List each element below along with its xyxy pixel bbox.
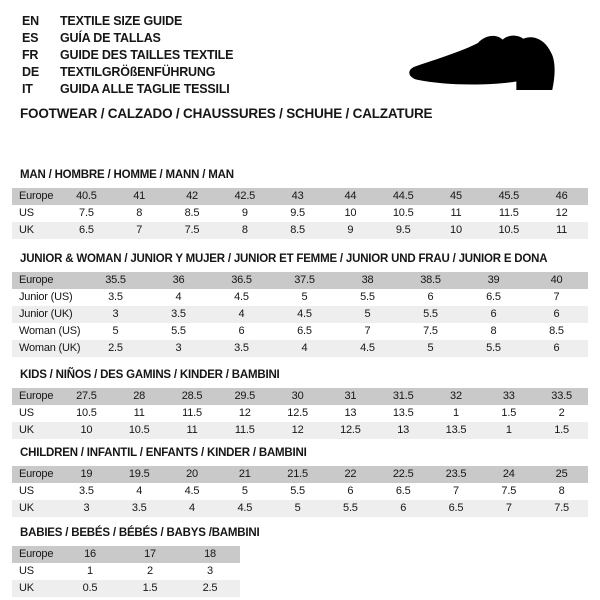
lang-label: GUÍA DE TALLAS bbox=[60, 30, 161, 45]
size-cell: 7 bbox=[364, 325, 371, 337]
size-cell: 4.5 bbox=[184, 485, 200, 497]
size-cell: 10 bbox=[80, 424, 93, 436]
row-label: Europe bbox=[19, 274, 54, 286]
size-cell: 2 bbox=[558, 407, 565, 419]
size-cell: 6.5 bbox=[486, 291, 501, 303]
lang-label: GUIDA ALLE TAGLIE TESSILI bbox=[60, 81, 230, 96]
table-row bbox=[12, 222, 588, 239]
row-label: US bbox=[19, 407, 34, 419]
size-cell: 5.5 bbox=[290, 485, 305, 497]
row-label: UK bbox=[19, 502, 34, 514]
size-cell: 22 bbox=[344, 468, 357, 480]
size-cell: 13 bbox=[397, 424, 410, 436]
size-cell: 7 bbox=[136, 224, 143, 236]
table-row bbox=[12, 580, 240, 597]
size-cell: 11 bbox=[556, 224, 568, 236]
lang-code: IT bbox=[22, 81, 33, 96]
size-cell: 42 bbox=[186, 190, 198, 202]
size-cell: 1.5 bbox=[501, 407, 517, 419]
size-cell: 11.5 bbox=[498, 207, 519, 219]
size-cell: 5.5 bbox=[360, 291, 375, 303]
size-cell: 5.5 bbox=[423, 308, 438, 320]
size-cell: 38 bbox=[361, 274, 374, 286]
size-cell: 3 bbox=[112, 308, 119, 320]
row-label: Junior (UK) bbox=[19, 308, 73, 320]
size-cell: 12 bbox=[238, 407, 251, 419]
size-cell: 4.5 bbox=[237, 502, 253, 514]
size-cell: 5.5 bbox=[486, 342, 501, 354]
size-cell: 1 bbox=[87, 565, 93, 577]
table-title-kids: KIDS / NIÑOS / DES GAMINS / KINDER / BAMBINI bbox=[20, 369, 280, 381]
size-cell: 12.5 bbox=[340, 424, 361, 436]
size-cell: 10.5 bbox=[76, 407, 97, 419]
table-row bbox=[12, 323, 588, 340]
size-cell: 39 bbox=[487, 274, 500, 286]
size-cell: 6.5 bbox=[395, 485, 411, 497]
section-man bbox=[12, 168, 588, 239]
size-cell: 8.5 bbox=[549, 325, 564, 337]
lang-row-en bbox=[22, 12, 233, 29]
table-title-junior-woman: JUNIOR & WOMAN / JUNIOR Y MUJER / JUNIOR ET FEMME / JUNIOR UND FRAU / JUNIOR E DONA bbox=[20, 253, 548, 265]
table-row bbox=[12, 188, 588, 205]
size-cell: 6 bbox=[490, 308, 497, 320]
size-cell: 6.5 bbox=[448, 502, 464, 514]
size-cell: 19 bbox=[80, 468, 93, 480]
row-label: Woman (UK) bbox=[19, 342, 81, 354]
size-cell: 7.5 bbox=[423, 325, 438, 337]
table-row bbox=[12, 289, 588, 306]
table-row bbox=[12, 422, 588, 439]
size-cell: 28.5 bbox=[181, 390, 203, 402]
size-cell: 38.5 bbox=[420, 274, 441, 286]
category-title: FOOTWEAR / CALZADO / CHAUSSURES / SCHUHE / CALZATURE bbox=[20, 106, 433, 121]
size-cell: 6 bbox=[427, 291, 434, 303]
size-cell: 5 bbox=[301, 291, 308, 303]
size-cell: 28 bbox=[133, 390, 146, 402]
lang-label: TEXTILGRÖßENFÜHRUNG bbox=[60, 64, 216, 79]
size-cell: 44.5 bbox=[392, 190, 414, 202]
size-cell: 10 bbox=[450, 224, 462, 236]
size-cell: 8.5 bbox=[290, 224, 305, 236]
size-cell: 35.5 bbox=[105, 274, 126, 286]
table-row bbox=[12, 340, 588, 357]
table-title-babies: BABIES / BEBÉS / BÉBÉS / BABYS /BAMBINI bbox=[20, 527, 260, 539]
dress-shoe-icon bbox=[386, 14, 592, 108]
size-cell: 3 bbox=[83, 502, 90, 514]
lang-row-it bbox=[22, 80, 233, 97]
section-junior-woman bbox=[12, 252, 588, 357]
size-cell: 11.5 bbox=[182, 407, 202, 419]
size-cell: 9 bbox=[347, 224, 354, 236]
size-table-man bbox=[12, 188, 588, 239]
size-cell: 10.5 bbox=[498, 224, 520, 236]
row-label: Europe bbox=[19, 390, 54, 402]
size-cell: 36 bbox=[172, 274, 185, 286]
size-cell: 13 bbox=[344, 407, 357, 419]
size-cell: 12 bbox=[555, 207, 568, 219]
size-cell: 6 bbox=[400, 502, 407, 514]
size-cell: 3.5 bbox=[79, 485, 94, 497]
size-cell: 9.5 bbox=[290, 207, 305, 219]
size-cell: 7.5 bbox=[554, 502, 569, 514]
size-table-babies bbox=[12, 546, 240, 597]
size-cell: 5 bbox=[112, 325, 119, 337]
size-cell: 1 bbox=[453, 407, 459, 419]
size-cell: 1.5 bbox=[142, 582, 158, 594]
size-cell: 5.5 bbox=[343, 502, 358, 514]
size-cell: 19.5 bbox=[128, 468, 150, 480]
size-cell: 10.5 bbox=[128, 424, 150, 436]
size-cell: 31 bbox=[344, 390, 357, 402]
size-cell: 24 bbox=[502, 468, 515, 480]
size-cell: 0.5 bbox=[82, 582, 98, 594]
size-cell: 21.5 bbox=[287, 468, 308, 480]
size-cell: 37.5 bbox=[294, 274, 315, 286]
size-cell: 3.5 bbox=[131, 502, 147, 514]
table-row bbox=[12, 466, 588, 483]
size-cell: 18 bbox=[204, 548, 216, 560]
lang-code: ES bbox=[22, 30, 39, 45]
size-cell: 44 bbox=[344, 190, 357, 202]
size-cell: 32 bbox=[450, 390, 462, 402]
size-cell: 2 bbox=[147, 565, 153, 577]
size-cell: 5 bbox=[364, 308, 371, 320]
size-cell: 5 bbox=[294, 502, 301, 514]
row-label: Europe bbox=[19, 190, 54, 202]
size-cell: 33.5 bbox=[551, 390, 572, 402]
size-table-junior-woman bbox=[12, 272, 588, 357]
size-cell: 5.5 bbox=[171, 325, 186, 337]
lang-label: GUIDE DES TAILLES TEXTILE bbox=[60, 47, 234, 62]
size-cell: 40 bbox=[550, 274, 563, 286]
size-cell: 3.5 bbox=[108, 291, 123, 303]
size-cell: 4 bbox=[175, 291, 182, 303]
section-kids bbox=[12, 368, 588, 439]
size-cell: 4 bbox=[238, 308, 245, 320]
size-cell: 42.5 bbox=[234, 190, 256, 202]
size-cell: 17 bbox=[144, 548, 156, 560]
size-cell: 10 bbox=[344, 207, 357, 219]
section-babies bbox=[12, 526, 588, 597]
size-cell: 33 bbox=[502, 390, 515, 402]
lang-row-es bbox=[22, 29, 233, 46]
size-cell: 7.5 bbox=[501, 485, 517, 497]
size-cell: 21 bbox=[238, 468, 251, 480]
size-cell: 45 bbox=[450, 190, 462, 202]
table-row bbox=[12, 483, 588, 500]
size-cell: 25 bbox=[555, 468, 568, 480]
size-cell: 43 bbox=[291, 190, 304, 202]
lang-code: EN bbox=[22, 13, 39, 28]
language-header bbox=[22, 12, 233, 97]
size-cell: 6 bbox=[553, 308, 560, 320]
size-cell: 5 bbox=[427, 342, 434, 354]
size-cell: 4.5 bbox=[360, 342, 375, 354]
size-cell: 11.5 bbox=[234, 424, 255, 436]
size-cell: 11 bbox=[186, 424, 198, 436]
row-label: US bbox=[19, 485, 34, 497]
size-cell: 8 bbox=[490, 325, 497, 337]
size-cell: 4 bbox=[189, 502, 195, 514]
size-cell: 8 bbox=[136, 207, 143, 219]
section-children bbox=[12, 446, 588, 517]
lang-row-de bbox=[22, 63, 233, 80]
lang-code: DE bbox=[22, 64, 39, 79]
size-cell: 9.5 bbox=[395, 224, 411, 236]
size-cell: 7 bbox=[505, 502, 512, 514]
lang-code: FR bbox=[22, 47, 39, 62]
row-label: UK bbox=[19, 582, 34, 594]
size-cell: 31.5 bbox=[392, 390, 414, 402]
size-cell: 3.5 bbox=[171, 308, 186, 320]
size-cell: 7 bbox=[553, 291, 560, 303]
row-label: Europe bbox=[19, 548, 54, 560]
size-cell: 7.5 bbox=[184, 224, 200, 236]
size-cell: 6 bbox=[347, 485, 354, 497]
table-row bbox=[12, 500, 588, 517]
table-row bbox=[12, 272, 588, 289]
size-cell: 12 bbox=[291, 424, 304, 436]
table-row bbox=[12, 205, 588, 222]
size-cell: 27.5 bbox=[76, 390, 97, 402]
size-cell: 30 bbox=[291, 390, 304, 402]
size-cell: 12.5 bbox=[287, 407, 308, 419]
size-cell: 6 bbox=[238, 325, 245, 337]
row-label: UK bbox=[19, 424, 34, 436]
size-cell: 10.5 bbox=[392, 207, 414, 219]
size-cell: 13.5 bbox=[392, 407, 414, 419]
size-table-children bbox=[12, 466, 588, 517]
size-cell: 3 bbox=[207, 565, 213, 577]
size-cell: 4 bbox=[301, 342, 308, 354]
size-cell: 7 bbox=[453, 485, 459, 497]
size-cell: 5 bbox=[241, 485, 248, 497]
size-cell: 11 bbox=[133, 407, 145, 419]
size-cell: 1.5 bbox=[554, 424, 569, 436]
size-cell: 36.5 bbox=[231, 274, 252, 286]
lang-label: TEXTILE SIZE GUIDE bbox=[60, 13, 183, 28]
size-cell: 6.5 bbox=[297, 325, 312, 337]
size-cell: 2.5 bbox=[108, 342, 123, 354]
size-cell: 2.5 bbox=[202, 582, 218, 594]
size-cell: 9 bbox=[241, 207, 248, 219]
size-cell: 8 bbox=[558, 485, 565, 497]
size-cell: 7.5 bbox=[79, 207, 94, 219]
size-cell: 3.5 bbox=[234, 342, 249, 354]
table-row bbox=[12, 563, 240, 580]
size-cell: 16 bbox=[84, 548, 96, 560]
size-cell: 40.5 bbox=[76, 190, 97, 202]
row-label: Europe bbox=[19, 468, 54, 480]
row-label: UK bbox=[19, 224, 34, 236]
table-title-man: MAN / HOMBRE / HOMME / MANN / MAN bbox=[20, 169, 234, 181]
row-label: Junior (US) bbox=[19, 291, 73, 303]
table-row bbox=[12, 388, 588, 405]
row-label: US bbox=[19, 207, 34, 219]
size-cell: 29.5 bbox=[234, 390, 256, 402]
size-cell: 3 bbox=[175, 342, 182, 354]
lang-row-fr bbox=[22, 46, 233, 63]
size-cell: 1 bbox=[505, 424, 512, 436]
size-cell: 11 bbox=[450, 207, 462, 219]
size-cell: 20 bbox=[186, 468, 198, 480]
size-cell: 6 bbox=[553, 342, 560, 354]
table-row bbox=[12, 306, 588, 323]
table-row bbox=[12, 405, 588, 422]
size-cell: 4.5 bbox=[234, 291, 249, 303]
size-table-kids bbox=[12, 388, 588, 439]
row-label: Woman (US) bbox=[19, 325, 81, 337]
size-cell: 8 bbox=[241, 224, 248, 236]
size-cell: 41 bbox=[133, 190, 146, 202]
table-row bbox=[12, 546, 240, 563]
size-cell: 4 bbox=[136, 485, 143, 497]
size-cell: 6.5 bbox=[79, 224, 94, 236]
table-title-children: CHILDREN / INFANTIL / ENFANTS / KINDER / BAMBINI bbox=[20, 447, 307, 459]
size-cell: 45.5 bbox=[498, 190, 520, 202]
size-cell: 22.5 bbox=[392, 468, 414, 480]
size-cell: 23.5 bbox=[445, 468, 467, 480]
size-cell: 4.5 bbox=[297, 308, 312, 320]
size-cell: 13.5 bbox=[445, 424, 467, 436]
size-cell: 8.5 bbox=[184, 207, 200, 219]
row-label: US bbox=[19, 565, 34, 577]
size-cell: 46 bbox=[555, 190, 568, 202]
